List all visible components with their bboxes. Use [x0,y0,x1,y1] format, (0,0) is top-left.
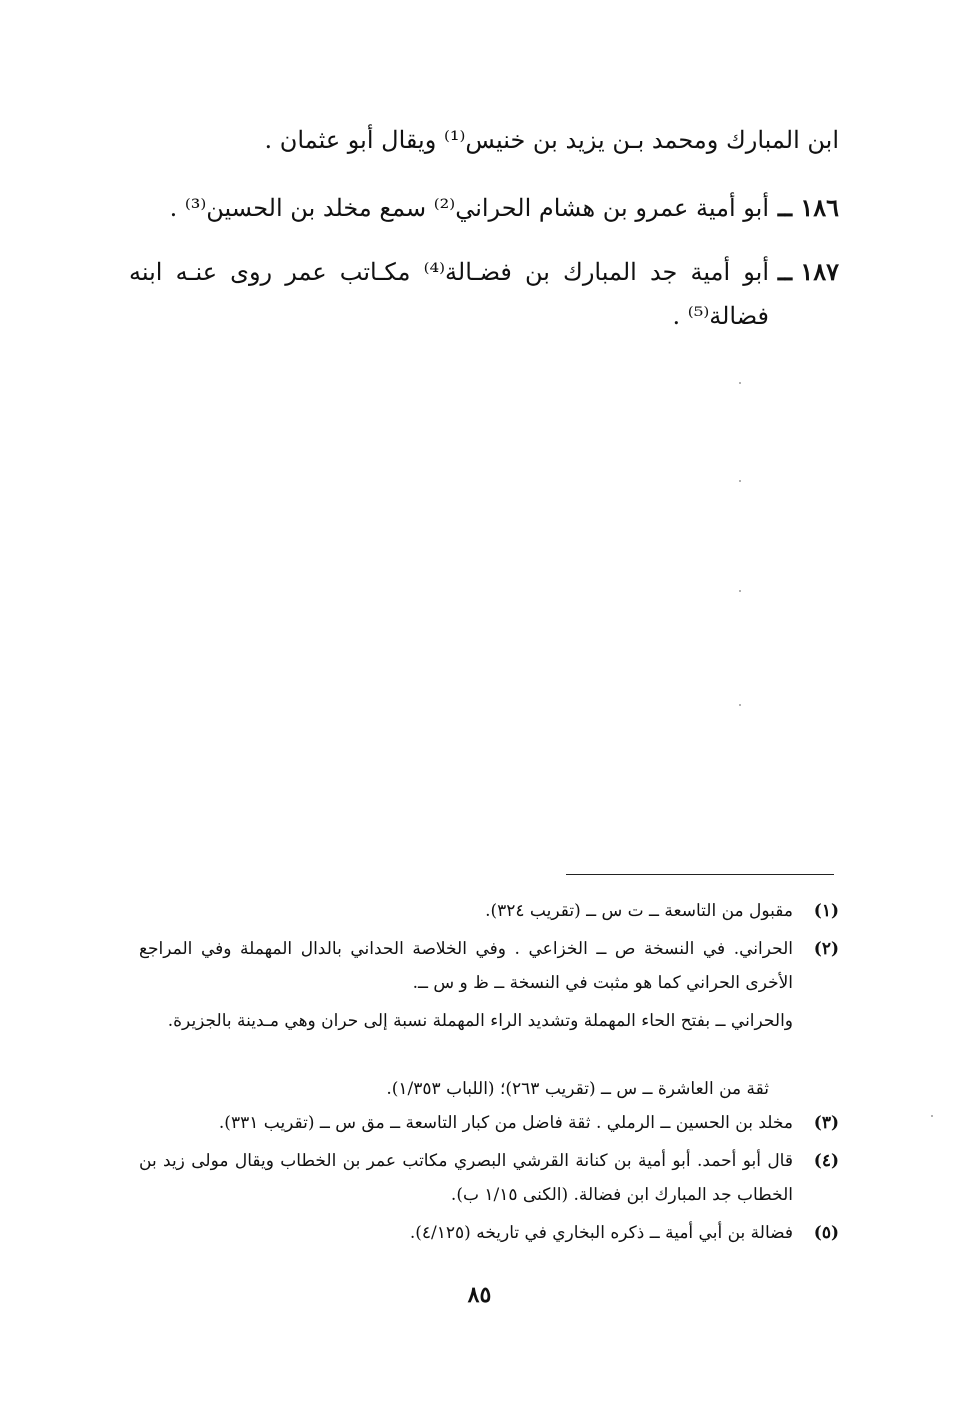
footnote-text: فضالة بن أبي أمية ــ ذكره البخاري في تاريخه (٤/١٢٥). [409,1223,793,1243]
entry-187 [129,250,839,338]
footnote-2-continuation-2 [139,1072,839,1106]
footnote-4 [139,1144,839,1212]
footnote-number: (١) [813,901,839,921]
entry-text: أبو أمية عمرو بن هشام الحراني⁽²⁾ سمع مخلد بن الحسين⁽³⁾ . [169,194,769,222]
scan-speck [931,1115,933,1117]
footnote-2-continuation [139,1004,839,1038]
footnote-3 [139,1106,839,1140]
footnote-2 [139,932,839,1000]
footnote-number: (٢) [813,939,839,959]
entry-text: أبو أمية جد المبارك بن فضـالة⁽⁴⁾ مكـاتب عمر روى عنـه ابنه فضالة⁽⁵⁾ . [129,258,770,330]
footnote-number: (٤) [813,1151,839,1171]
entry-number: ١٨٧ ــ [777,257,839,286]
page-number: ٨٥ [467,1282,492,1308]
footnote-separator [566,874,834,875]
footnote-number: (٥) [813,1223,839,1243]
footnote-5 [139,1216,839,1250]
continuation-line: ابن المبارك ومحمد بـن يزيد بن خنيس⁽¹⁾ ويقال أبو عثمان . [264,126,839,154]
footnote-text: مخلد بن الحسين ــ الرملي . ثقة فاضل من كبار التاسعة ــ مق س ــ (تقريب ٣٣١). [218,1113,793,1133]
footnote-text: مقبول من التاسعة ــ ت س ــ (تقريب ٣٢٤). [485,901,793,921]
footnote-text: الحراني. في النسخة ص ــ الخزاعي . وفي الخلاصة الحداني بالدال المهملة وفي المراجع الأخرى الحراني كما هو مثبت في النسخة ــ ظ و س ــ. [139,939,793,993]
scan-speck [739,480,741,482]
scan-speck [739,382,741,384]
footnote-number: (٣) [813,1113,839,1133]
footnote-text: ثقة من العاشرة ــ س ــ (تقريب ٢٦٣)؛ (اللباب ١/٣٥٣). [386,1079,769,1099]
entry-number: ١٨٦ ــ [777,193,839,222]
footnote-text: قال أبو أحمد. أبو أمية بن كنانة القرشي البصري مكاتب عمر بن الخطاب ويقال مولى زيد بن الخطاب جد المبارك ابن فضالة. (الكنى ١/١٥ ب). [139,1151,793,1205]
scan-speck [739,590,741,592]
footnote-text: والحراني ــ بفتح الحاء المهملة وتشديد الراء المهملة نسبة إلى حران وهي مـدينة بالجزيرة. [167,1011,793,1031]
footnote-1 [139,894,839,928]
scan-speck [739,704,741,706]
entry-186 [129,186,839,230]
